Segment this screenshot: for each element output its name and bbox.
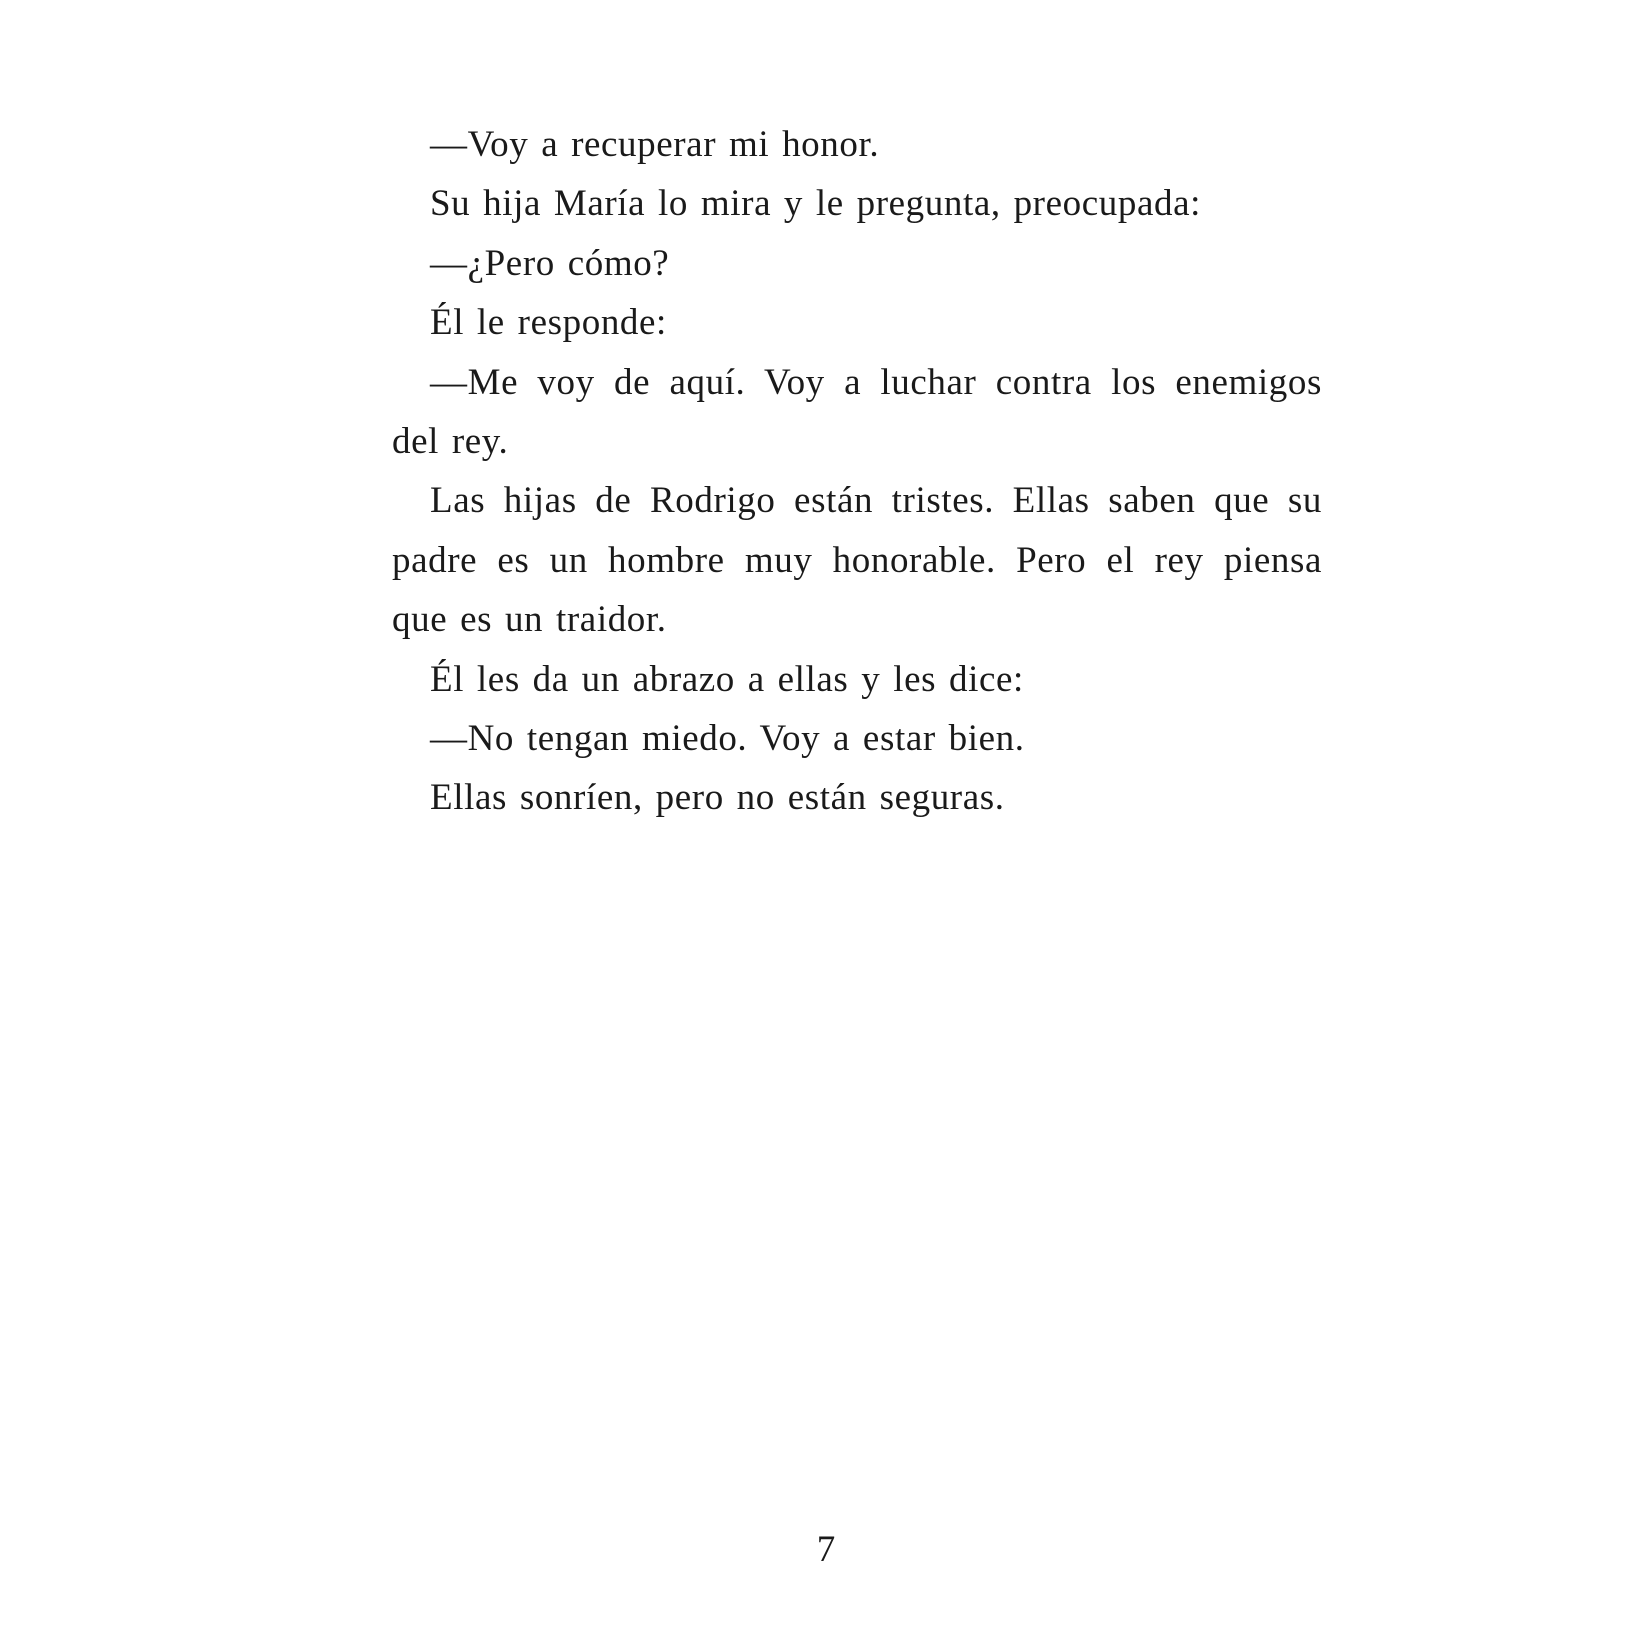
- paragraph: Ellas sonríen, pero no están seguras.: [430, 777, 1005, 819]
- paragraph: Su hija María lo mira y le pregunta, preocupada:: [430, 183, 1201, 225]
- paragraph: —¿Pero cómo?: [430, 242, 670, 284]
- paragraph: —No tengan miedo. Voy a estar bien.: [430, 718, 1025, 760]
- paragraph: Las hijas de Rodrigo están tristes. Ellas saben que su padre es un hombre muy honorable. Pero el rey piensa que es un traidor.: [392, 480, 1322, 641]
- paragraph: Él le responde:: [430, 302, 667, 344]
- body-text: [392, 115, 1322, 828]
- paragraph: Él les da un abrazo a ellas y les dice:: [430, 658, 1024, 700]
- page-number: 7: [816, 1529, 836, 1570]
- paragraph: —Me voy de aquí. Voy a luchar contra los enemigos del rey.: [392, 361, 1322, 463]
- paragraph: —Voy a recuperar mi honor.: [430, 124, 880, 165]
